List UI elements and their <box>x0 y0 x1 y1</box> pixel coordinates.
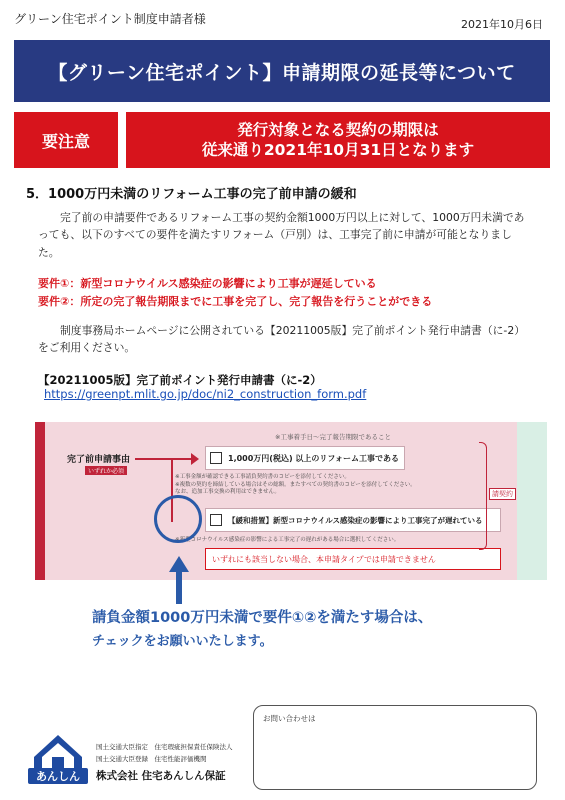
deadline-notice-line2: 従来通り2021年10月31日となります <box>201 141 475 159</box>
contact-label: お問い合わせは <box>263 714 316 723</box>
form-sample-right-panel <box>517 422 547 580</box>
page-title: 【グリーン住宅ポイント】申請期限の延長等について <box>14 40 550 102</box>
checkbox-icon <box>210 452 222 464</box>
form-sample-reason-label: 完了前申請事由 <box>67 455 131 465</box>
company-name: 株式会社 住宅あんしん保証 <box>96 770 226 782</box>
form-sample-connector <box>135 458 195 460</box>
requirement-2: 要件②：所定の完了報告期限までに工事を完了し、完了報告を行うことができる <box>38 295 433 308</box>
form-sample-image <box>35 422 547 580</box>
form-title: 【20211005版】完了前ポイント発行申請書（に-2） <box>38 373 322 387</box>
section-paragraph-text: 完了前の申請要件であるリフォーム工事の契約金額1000万円以上に対して、1000万円未満であっても、以下のすべての要件を満たすリフォーム（戸別）は、工事完了前に申請が可能となりました。 <box>38 211 525 259</box>
company-designation-1: 国土交通大臣指定 住宅瑕疵担保責任保険法人 <box>96 743 233 751</box>
form-sample-bracket <box>479 442 487 550</box>
deadline-notice <box>126 112 550 168</box>
form-sample-contract-tag: 請契約 <box>489 488 516 500</box>
form-sample-top-note: ※工事着手日〜完了報告期限であること <box>275 433 391 441</box>
form-sample-warning: いずれにも該当しない場合、本申請タイプでは申請できません <box>205 548 501 570</box>
form-sample-option-1-label: 1,000万円(税込) 以上のリフォーム工事である <box>228 453 400 463</box>
callout-line-2: チェックをお願いいたします。 <box>92 634 273 649</box>
form-sample-note-2: ※新型コロナウイルス感染症の影響による工事完了の遅れがある場合に選択してください。 <box>175 537 400 543</box>
requirement-1: 要件①：新型コロナウイルス感染症の影響により工事が遅延している <box>38 277 377 290</box>
form-sample-option-2-label: 【緩和措置】新型コロナウイルス感染症の影響により工事完了が遅れている <box>228 515 483 525</box>
usage-paragraph <box>38 322 530 357</box>
form-sample-note: なお、追加工事交換の利用はできません。 <box>175 489 280 496</box>
company-logo-text: あんしん <box>28 768 88 784</box>
arrow-shaft <box>176 570 182 604</box>
usage-paragraph-text: 制度事務局ホームページに公開されている【20211005版】完了前ポイント発行申請書（に-2）をご利用ください。 <box>38 324 525 355</box>
form-sample-required-tag: いずれか必須 <box>85 466 127 475</box>
section-heading: 5．1000万円未満のリフォーム工事の完了前申請の緩和 <box>26 187 357 202</box>
recipient-label: グリーン住宅ポイント制度申請者様 <box>14 12 206 26</box>
callout-line-1: 請負金額1000万円未満で要件①②を満たす場合は、 <box>92 610 433 626</box>
caution-badge: 要注意 <box>14 112 118 168</box>
form-download-link[interactable]: https://greenpt.mlit.go.jp/doc/ni2_construction_form.pdf <box>44 387 367 401</box>
form-sample-notes <box>175 474 416 497</box>
highlight-circle <box>154 495 202 543</box>
form-sample-arrow-icon <box>191 453 199 465</box>
company-designation-2: 国土交通大臣登録 住宅性能評価機関 <box>96 755 207 763</box>
form-sample-note: ※複数の契約を締結している場合はその総額。またすべての契約書のコピーを添付してください。 <box>175 481 416 488</box>
form-sample-option-1 <box>205 446 405 470</box>
section-paragraph <box>38 209 530 261</box>
deadline-notice-line1: 発行対象となる契約の期限は <box>237 120 439 139</box>
form-sample-note: ※工事金額が確認できる工事請負契約書のコピーを添付してください。 <box>175 474 350 480</box>
form-sample-option-2 <box>205 508 501 532</box>
checkbox-icon <box>210 514 222 526</box>
form-sample-left-bar <box>35 422 45 580</box>
issue-date: 2021年10月6日 <box>461 18 543 31</box>
